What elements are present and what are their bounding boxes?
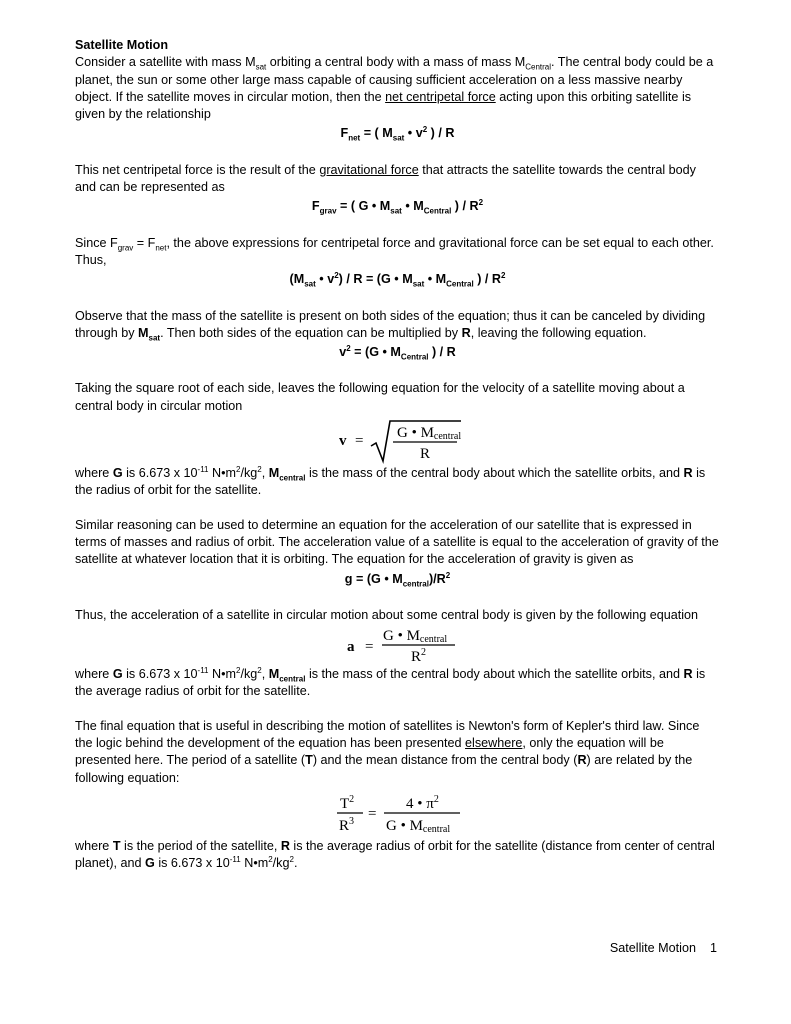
- text: , the above expressions for centripetal force and gravitational force can be set equal to each other. Thus,: [75, 235, 714, 267]
- fig-equals: =: [354, 433, 363, 450]
- text: , leaving the following equation.: [470, 325, 647, 340]
- text: N•m: [240, 856, 269, 871]
- eq-part: )/R: [428, 571, 446, 586]
- superscript: 2: [346, 343, 351, 353]
- text: is the average radius of orbit for the satellite.: [75, 667, 706, 699]
- equation-v-squared: [75, 344, 720, 361]
- kepler-equation-figure: [328, 790, 468, 838]
- superscript: 2: [478, 198, 484, 208]
- text: ) are related by the following equation:: [75, 753, 693, 785]
- eq-part: • v: [315, 272, 335, 287]
- text: , only the equation will be presented here. The period of a satellite (: [75, 736, 664, 768]
- text: orbiting a central body with a mass of mass M: [266, 55, 526, 70]
- paragraph-gravitational: [75, 162, 720, 197]
- equation-grav-force: [75, 198, 720, 215]
- subscript: sat: [390, 206, 402, 216]
- superscript: 2: [289, 855, 294, 865]
- subscript: grav: [117, 243, 134, 253]
- paragraph-square-root: Taking the square root of each side, leaves the following equation for the velocity of a satellite moving about a central body in circular motion: [75, 381, 685, 413]
- subscript: net: [155, 243, 167, 253]
- fig-left-numerator: $T^2$: [339, 793, 354, 812]
- document-body: [75, 37, 720, 873]
- paragraph-kepler: [75, 718, 720, 787]
- subscript: central: [279, 674, 306, 684]
- text: /kg: [272, 856, 290, 871]
- text: ,: [261, 466, 269, 481]
- fig-denominator: $R^2$: [410, 647, 426, 666]
- fig-lhs: v: [338, 433, 346, 450]
- link-net-centripetal-force[interactable]: net centripetal force: [385, 89, 496, 104]
- fig-right-denominator: G • Mcentral: [385, 817, 450, 835]
- text: is 6.673 x 10: [122, 466, 198, 481]
- superscript: 2: [236, 464, 241, 474]
- subscript: central: [402, 579, 429, 589]
- superscript: -11: [197, 665, 209, 675]
- eq-part: = (G • M: [350, 345, 401, 360]
- paragraph-where-velocity: [75, 465, 720, 500]
- text: is the period of the satellite,: [120, 838, 281, 853]
- bold-text: R: [577, 753, 587, 768]
- subscript: central: [279, 473, 306, 483]
- text: /kg: [240, 466, 258, 481]
- text: .: [293, 856, 298, 871]
- eq-part: ) / R: [451, 199, 479, 214]
- equation-net-force: [75, 125, 720, 142]
- link-gravitational-force[interactable]: gravitational force: [319, 162, 419, 177]
- text: where: [75, 838, 113, 853]
- paragraph-where-kepler: [75, 838, 720, 873]
- text: ,: [261, 667, 269, 682]
- eq-part: • v: [404, 126, 423, 141]
- subscript: sat: [148, 333, 161, 343]
- page-number: 1: [709, 941, 717, 955]
- eq-part: • M: [424, 272, 447, 287]
- bold-text: T: [305, 753, 313, 768]
- bold-text: G: [112, 466, 123, 481]
- paragraph-acceleration-circular: Thus, the acceleration of a satellite in circular motion about some central body is given by the following equation: [75, 607, 699, 622]
- subscript: Central: [400, 352, 429, 362]
- acceleration-equation-figure: [333, 626, 463, 666]
- superscript: 2: [422, 125, 428, 135]
- text: /kg: [240, 667, 258, 682]
- superscript: 2: [445, 570, 451, 580]
- fig-lhs: a: [346, 639, 354, 656]
- eq-part: (M: [289, 272, 305, 287]
- text: acting upon this orbiting satellite is given by the relationship: [75, 89, 692, 122]
- text: ) and the mean distance from the central body (: [312, 753, 578, 768]
- text: N•m: [208, 466, 236, 481]
- bold-text: M: [268, 667, 280, 682]
- paragraph-set-equal: [75, 235, 720, 270]
- superscript: -11: [197, 464, 209, 474]
- bold-text: R: [683, 466, 693, 481]
- text: The final equation that is useful in describing the motion of satellites is Newton's form of Kepler's third law. Since the logic behind the development of the equation has been presented: [75, 718, 700, 751]
- subscript: grav: [319, 206, 337, 216]
- equation-equal: [75, 271, 720, 288]
- subscript: Central: [446, 279, 474, 289]
- text: = F: [133, 235, 156, 250]
- fig-denominator: R: [419, 446, 430, 463]
- eq-part: = ( G • M: [336, 199, 391, 214]
- eq-part: v: [339, 345, 347, 360]
- bold-text: M: [268, 466, 280, 481]
- text: is the mass of the central body about which the satellite orbits, and: [305, 466, 684, 481]
- bold-text: M: [138, 325, 149, 340]
- eq-part: F: [311, 199, 320, 214]
- text: Since F: [75, 235, 118, 250]
- eq-part: ) / R = (G • M: [338, 272, 413, 287]
- footer-title: Satellite Motion: [609, 941, 696, 955]
- subscript: net: [348, 134, 361, 143]
- paragraph-cancel: [75, 308, 720, 343]
- superscript: 2: [236, 665, 241, 675]
- paragraph-where-acceleration: [75, 666, 720, 701]
- text: is the radius of orbit for the satellite.: [75, 466, 706, 498]
- eq-part: F: [340, 126, 349, 141]
- superscript: 2: [257, 464, 262, 474]
- subscript: sat: [412, 279, 425, 289]
- eq-part: g = (G • M: [344, 571, 403, 586]
- text: . The central body could be a planet, the sun or some other large mass capable of causing sufficient acceleration on a less massive nearby object. If the satellite moves in circular motion, then the: [75, 55, 714, 104]
- page-footer: [610, 941, 717, 955]
- eq-part: ) / R: [473, 272, 502, 287]
- superscript: 2: [334, 271, 339, 281]
- text: is 6.673 x 10: [122, 667, 198, 682]
- section-heading: Satellite Motion: [75, 38, 169, 52]
- text: N•m: [208, 667, 236, 682]
- eq-part: ) / R: [427, 126, 455, 141]
- superscript: -11: [229, 855, 241, 865]
- paragraph-acceleration-intro: Similar reasoning can be used to determine an equation for the acceleration of our satellite that is expressed in terms of masses and radius of orbit. The acceleration value of a satellite is equal to the acceleration of gravity of the satellite at whatever location that it is orbiting. The equation for the acceleration of gravity is given as: [75, 517, 719, 567]
- eq-part: = ( M: [360, 126, 393, 141]
- bold-text: G: [145, 856, 155, 871]
- bold-text: R: [683, 667, 693, 682]
- subscript: sat: [255, 62, 267, 72]
- text: This net centripetal force is the result of the: [75, 162, 320, 177]
- fig-numerator: G • Mcentral: [396, 425, 461, 443]
- text: is the mass of the central body about which the satellite orbits, and: [305, 667, 684, 682]
- bold-text: R: [280, 838, 290, 853]
- superscript: 2: [501, 271, 506, 281]
- eq-part: ) / R: [428, 345, 456, 360]
- text: where: [75, 667, 113, 682]
- subscript: sat: [392, 134, 405, 143]
- bold-text: G: [112, 667, 123, 682]
- text: where: [75, 466, 113, 481]
- text: . Then both sides of the equation can be multiplied by: [160, 325, 462, 340]
- text: Consider a satellite with mass M: [75, 55, 256, 70]
- paragraph-intro: [75, 54, 720, 123]
- bold-text: T: [112, 838, 121, 853]
- fig-numerator: G • Mcentral: [382, 628, 447, 646]
- equation-g: [75, 571, 720, 588]
- text: is 6.673 x 10: [154, 856, 230, 871]
- subscript: Central: [525, 62, 552, 72]
- text: is the average radius of orbit for the satellite (distance from center of central planet), and: [75, 838, 715, 871]
- eq-part: • M: [401, 199, 424, 214]
- text: Observe that the mass of the satellite is present on both sides of the equation; thus it can be canceled by dividing through by: [75, 308, 706, 340]
- superscript: 2: [268, 855, 273, 865]
- fig-equals: =: [364, 639, 373, 656]
- fig-equals: =: [367, 805, 376, 822]
- superscript: 2: [257, 665, 262, 675]
- subscript: sat: [304, 279, 316, 289]
- fig-right-numerator: 4 • $\pi^2$: [405, 793, 439, 812]
- text: that attracts the satellite towards the central body and can be represented as: [75, 162, 696, 195]
- fig-left-denominator: $R^3$: [338, 815, 354, 834]
- bold-text: R: [461, 325, 471, 340]
- link-elsewhere[interactable]: elsewhere: [465, 736, 523, 751]
- subscript: Central: [423, 206, 452, 216]
- velocity-equation-figure: [333, 417, 463, 465]
